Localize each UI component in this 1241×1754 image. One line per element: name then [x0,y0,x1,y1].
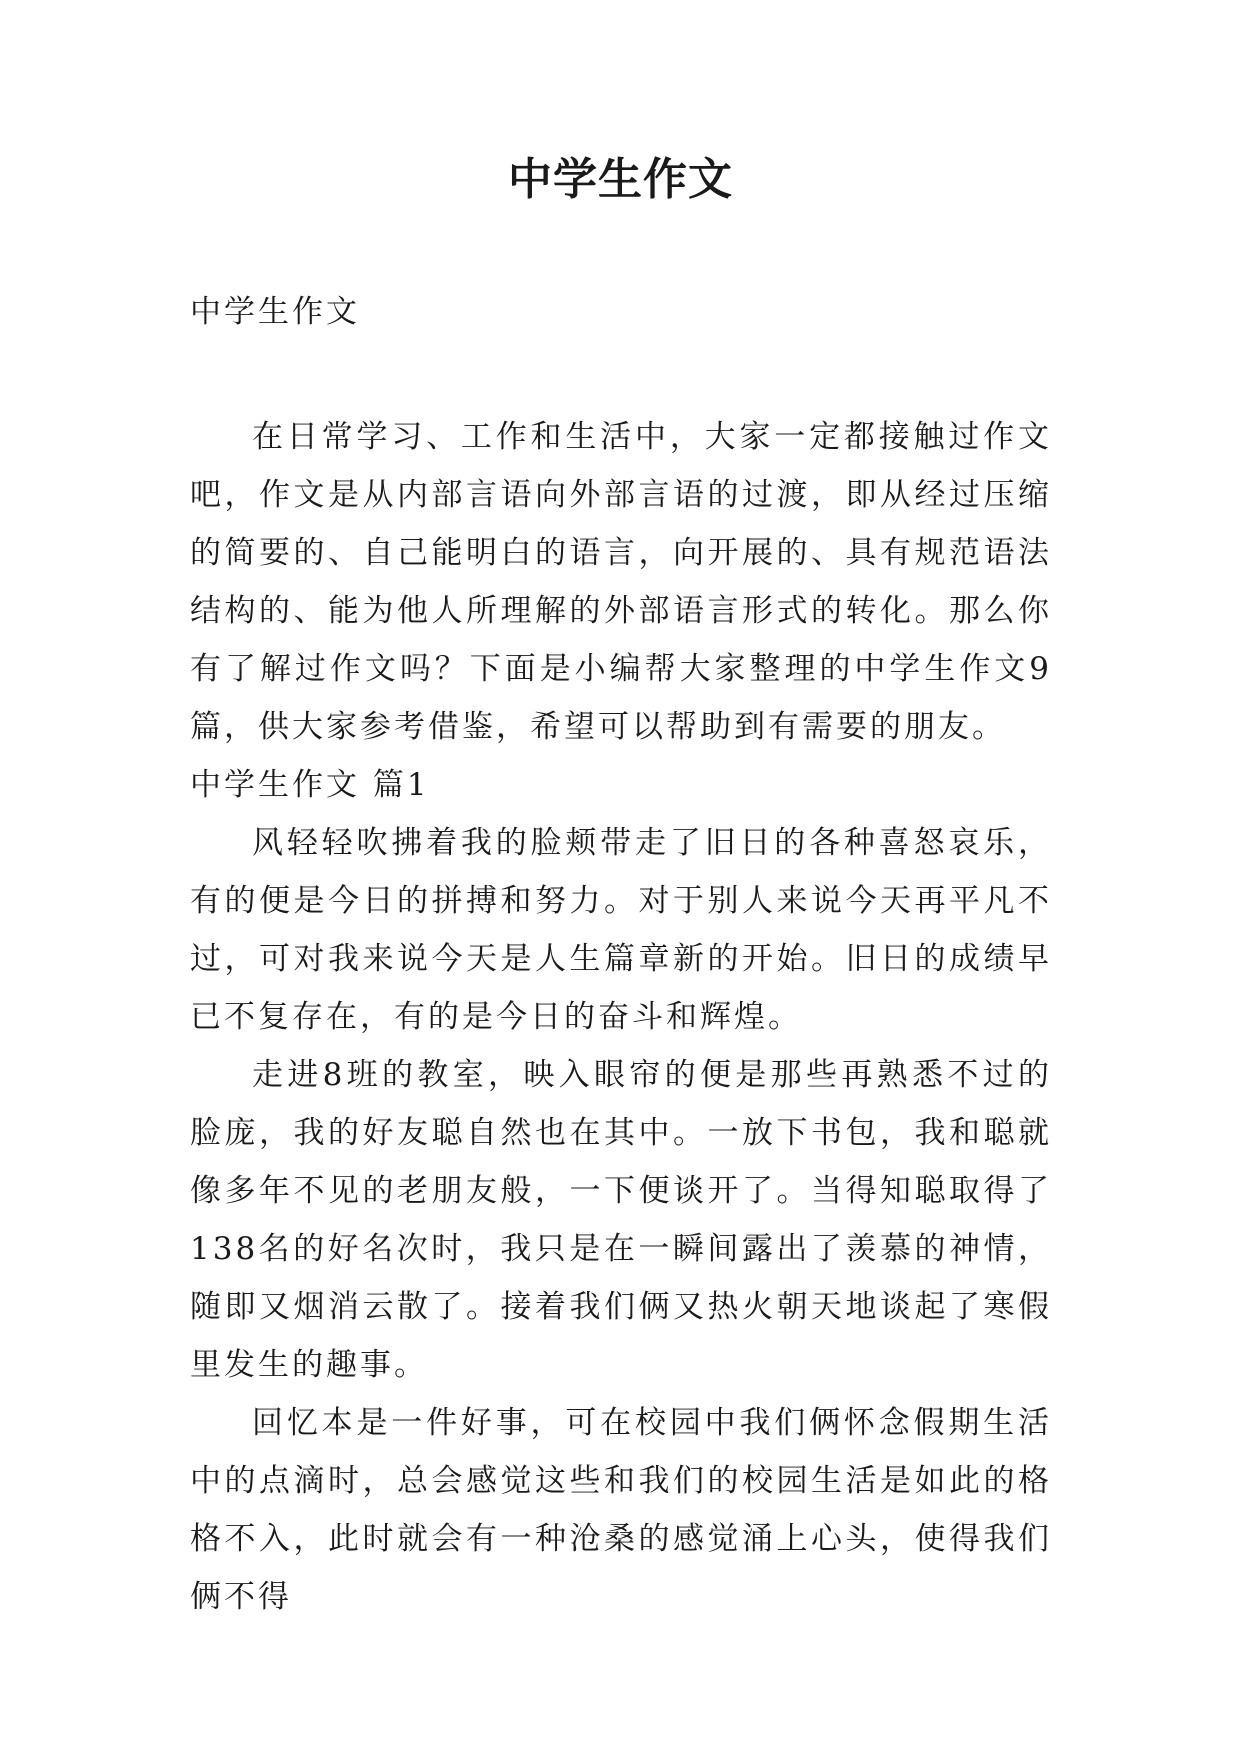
body-paragraph: 回忆本是一件好事，可在校园中我们俩怀念假期生活中的点滴时，总会感觉这些和我们的校园生活是如此的格格不入，此时就会有一种沧桑的感觉涌上心头，使得我们俩不得 [190,1405,1052,1615]
section-heading: 中学生作文 篇1 [190,767,430,803]
document-title: 中学生作文 [508,154,733,205]
document-subtitle: 中学生作文 [190,294,360,330]
body-paragraph: 走进8班的教室，映入眼帘的便是那些再熟悉不过的脸庞，我的好友聪自然也在其中。一放下书包，我和聪就像多年不见的老朋友般，一下便谈开了。当得知聪取得了138名的好名次时，我只是在一瞬间露出了羡慕的神情，随即又烟消云散了。接着我们俩又热火朝天地谈起了寒假里发生的趣事。 [190,1057,1052,1383]
document-body [190,408,1052,1626]
body-paragraph: 风轻轻吹拂着我的脸颊带走了旧日的各种喜怒哀乐，有的便是今日的拼搏和努力。对于别人来说今天再平凡不过，可对我来说今天是人生篇章新的开始。旧日的成绩早已不复存在，有的是今日的奋斗和辉煌。 [190,825,1052,1035]
intro-paragraph: 在日常学习、工作和生活中，大家一定都接触过作文吧，作文是从内部言语向外部言语的过渡，即从经过压缩的简要的、自己能明白的语言，向开展的、具有规范语法结构的、能为他人所理解的外部语言形式的转化。那么你有了解过作文吗？下面是小编帮大家整理的中学生作文9篇，供大家参考借鉴，希望可以帮助到有需要的朋友。 [190,419,1052,745]
